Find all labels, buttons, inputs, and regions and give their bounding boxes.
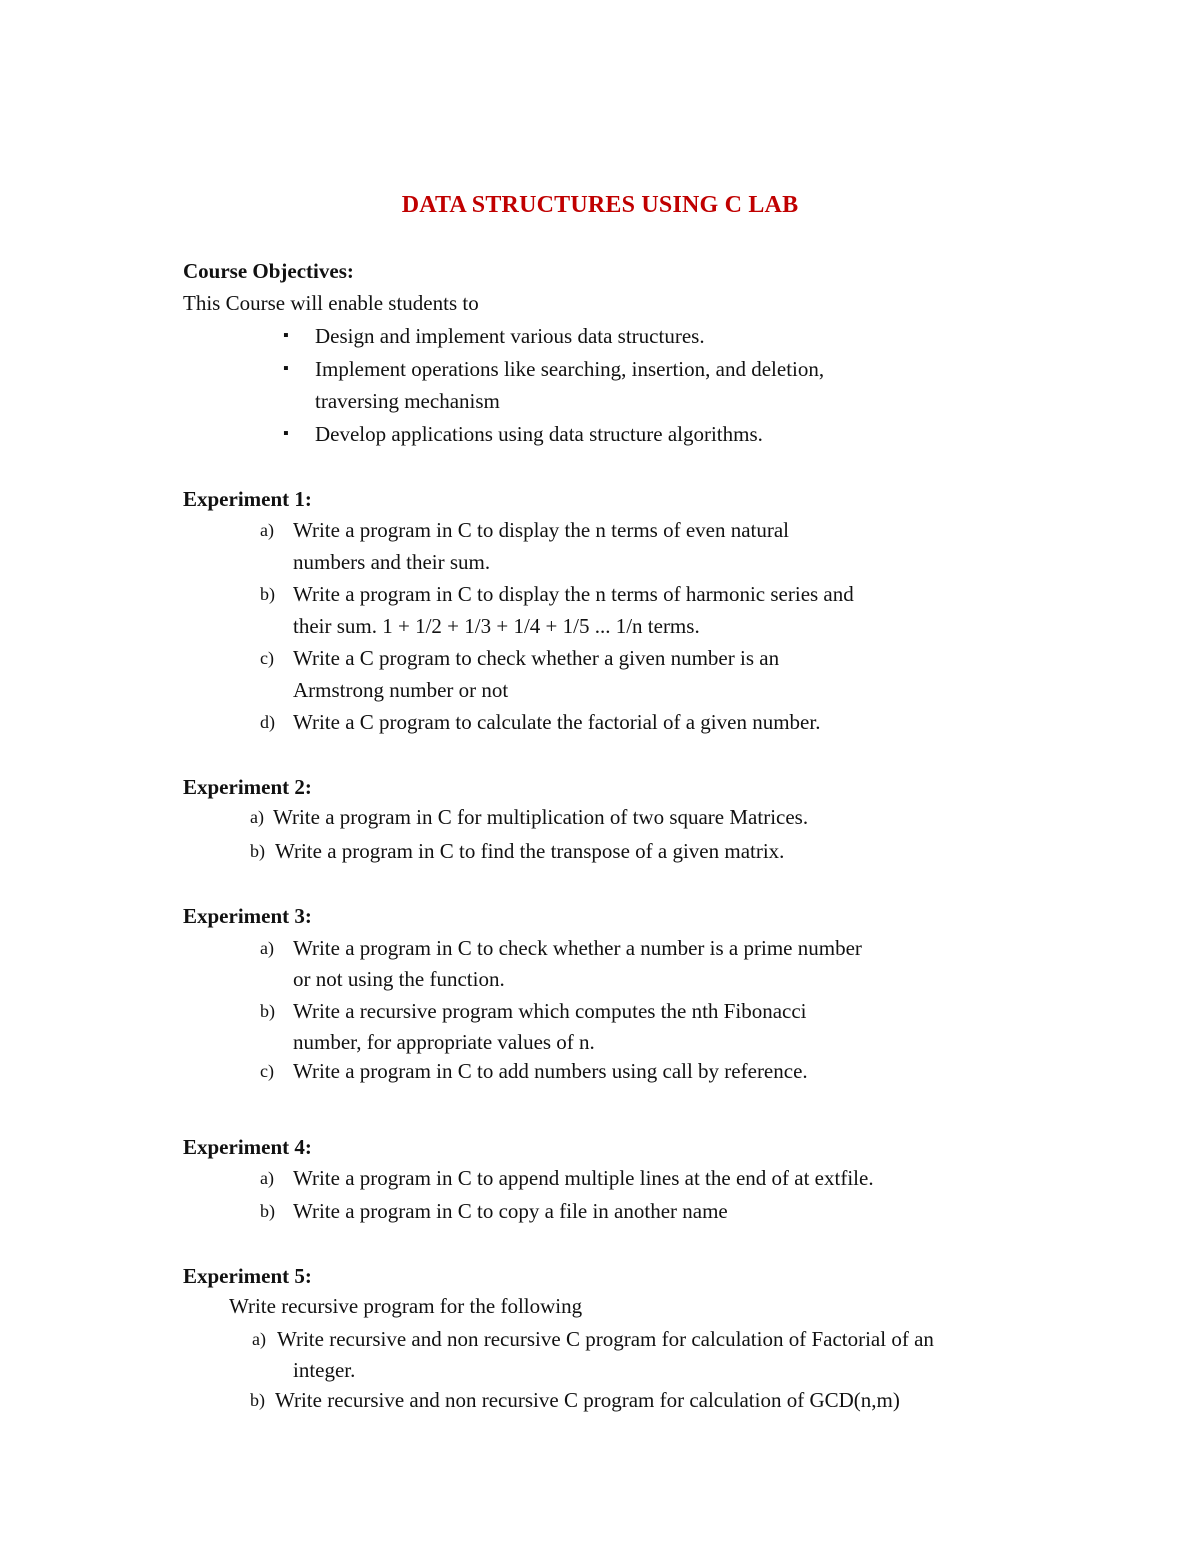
objectives-intro: This Course will enable students to [183,291,479,315]
experiment-item: Write a program in C to append multiple lines at the end of at extfile. [293,1166,874,1190]
experiment-item-continuation: Armstrong number or not [293,678,509,702]
item-label: b) [260,1001,275,1021]
experiment-item: Write recursive and non recursive C program for calculation of Factorial of an [277,1327,934,1351]
objective-item-continuation: traversing mechanism [315,389,500,413]
item-label: b) [250,1390,265,1410]
page-title: DATA STRUCTURES USING C LAB [401,192,799,218]
bullet-icon: ▪ [283,327,289,344]
experiment-item: Write a C program to check whether a given number is an [293,646,780,670]
item-label: a) [260,520,274,540]
experiment-item-continuation: or not using the function. [293,967,505,991]
experiment-item: Write a C program to calculate the factorial of a given number. [293,710,821,734]
experiment-item-continuation: number, for appropriate values of n. [293,1030,595,1054]
item-label: a) [260,938,274,958]
objective-item: Develop applications using data structure algorithms. [315,422,763,446]
bullet-icon: ▪ [283,425,289,442]
experiment-item-continuation: their sum. 1 + 1/2 + 1/3 + 1/4 + 1/5 ... 1/n terms. [293,614,700,638]
bullet-icon: ▪ [283,360,289,377]
experiment-item: Write a program in C to display the n terms of harmonic series and [293,582,854,606]
item-label: b) [260,584,275,604]
objective-item: Implement operations like searching, insertion, and deletion, [315,357,825,381]
item-label: b) [250,841,265,861]
experiment-item-continuation: numbers and their sum. [293,550,491,574]
experiment-item: Write a program in C to copy a file in another name [293,1199,728,1223]
experiment-5-intro: Write recursive program for the following [229,1294,583,1318]
experiment-item: Write a program in C for multiplication of two square Matrices. [273,805,809,829]
objectives-heading: Course Objectives: [183,259,354,283]
experiment-5-heading: Experiment 5: [183,1264,312,1288]
experiment-item-continuation: integer. [293,1358,356,1382]
item-label: c) [260,648,274,668]
item-label: b) [260,1201,275,1221]
objective-item: Design and implement various data structures. [315,324,705,348]
experiment-4-heading: Experiment 4: [183,1135,312,1159]
item-label: a) [252,1329,266,1349]
experiment-1-heading: Experiment 1: [183,487,312,511]
experiment-item: Write a recursive program which computes the nth Fibonacci [293,999,807,1023]
experiment-item: Write a program in C to add numbers using call by reference. [293,1059,808,1083]
experiment-item: Write a program in C to check whether a number is a prime number [293,936,862,960]
item-label: d) [260,712,275,732]
experiment-item: Write recursive and non recursive C program for calculation of GCD(n,m) [275,1388,900,1412]
item-label: a) [250,807,264,827]
item-label: c) [260,1061,274,1081]
experiment-3-heading: Experiment 3: [183,904,312,928]
experiment-item: Write a program in C to display the n terms of even natural [293,518,790,542]
experiment-2-heading: Experiment 2: [183,775,312,799]
item-label: a) [260,1168,274,1188]
experiment-item: Write a program in C to find the transpose of a given matrix. [275,839,785,863]
